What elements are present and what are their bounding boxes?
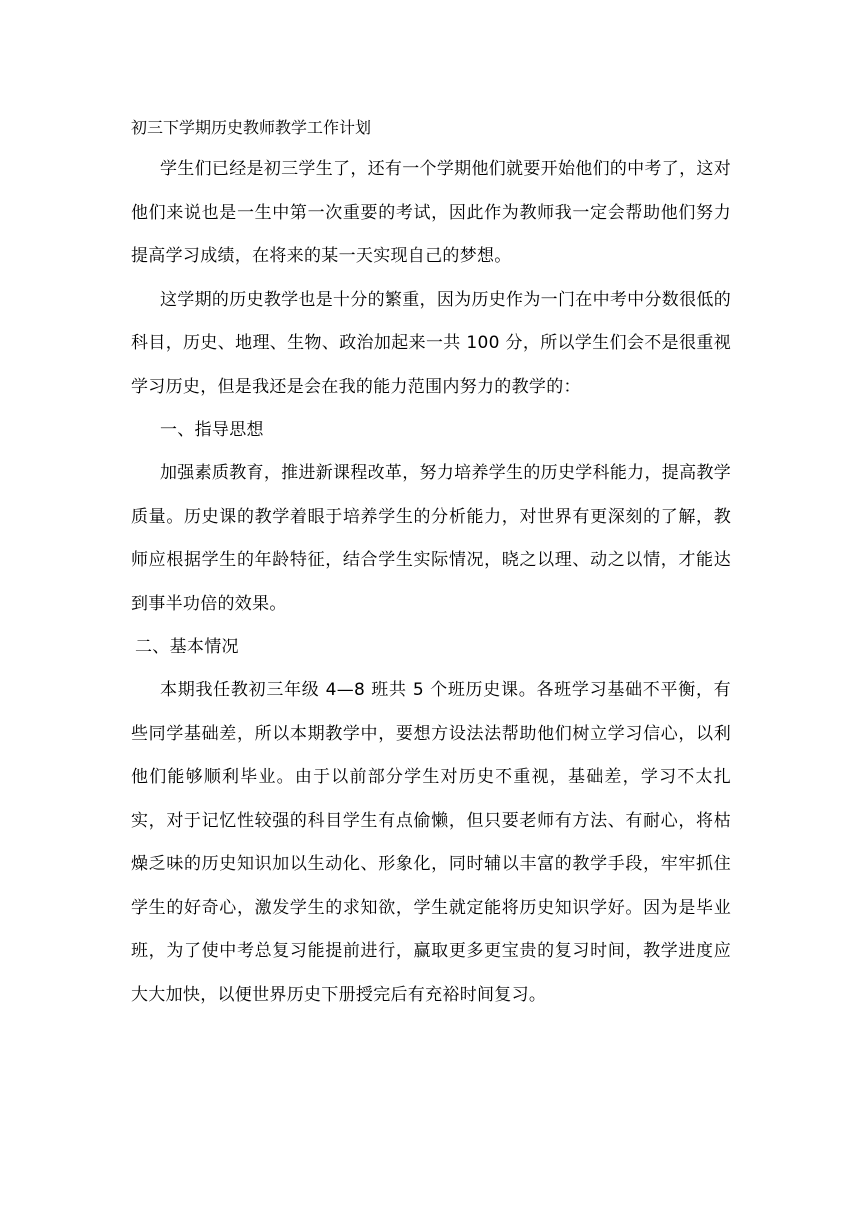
intro-paragraph-1: 学生们已经是初三学生了，还有一个学期他们就要开始他们的中考了，这对他们来说也是一生中第一次重要的考试，因此作为教师我一定会帮助他们努力提高学习成绩，在将来的某一天实现自己的梦想。: [131, 159, 731, 266]
document-title: 初三下学期历史教师教学工作计划: [131, 118, 372, 137]
section-body-basic-situation: 本期我任教初三年级 4—8 班共 5 个班历史课。各班学习基础不平衡，有些同学基础差，所以本期教学中，要想方设法法帮助他们树立学习信心，以利他们能够顺利毕业。由于以前部分学生对历史不重视，基础差，学习不太扎实，对于记忆性较强的科目学生有点偷懒，但只要老师有方法、有耐心，将枯燥乏味的历史知识加以生动化、形象化，同时辅以丰富的教学手段，牢牢抓住学生的好奇心，激发学生的求知欲，学生就定能将历史知识学好。因为是毕业班，为了使中考总复习能提前进行，赢取更多更宝贵的复习时间，教学进度应大大加快，以便世界历史下册授完后有充裕时间复习。: [131, 680, 731, 1005]
document-body: [131, 110, 731, 1017]
section-heading-guiding-ideology: 一、指导思想: [160, 420, 264, 440]
intro-paragraph-2: 这学期的历史教学也是十分的繁重，因为历史作为一门在中考中分数很低的科目，历史、地理、生物、政治加起来一共 100 分，所以学生们会不是很重视学习历史，但是我还是会在我的能力范围内努力的教学的：: [131, 289, 731, 397]
section-body-guiding-ideology: 加强素质教育，推进新课程改革，努力培养学生的历史学科能力，提高教学质量。历史课的教学着眼于培养学生的分析能力，对世界有更深刻的了解，教师应根据学生的年龄特征，结合学生实际情况，晓之以理、动之以情，才能达到事半功倍的效果。: [131, 463, 731, 614]
section-heading-basic-situation: 二、基本情况: [135, 637, 239, 657]
